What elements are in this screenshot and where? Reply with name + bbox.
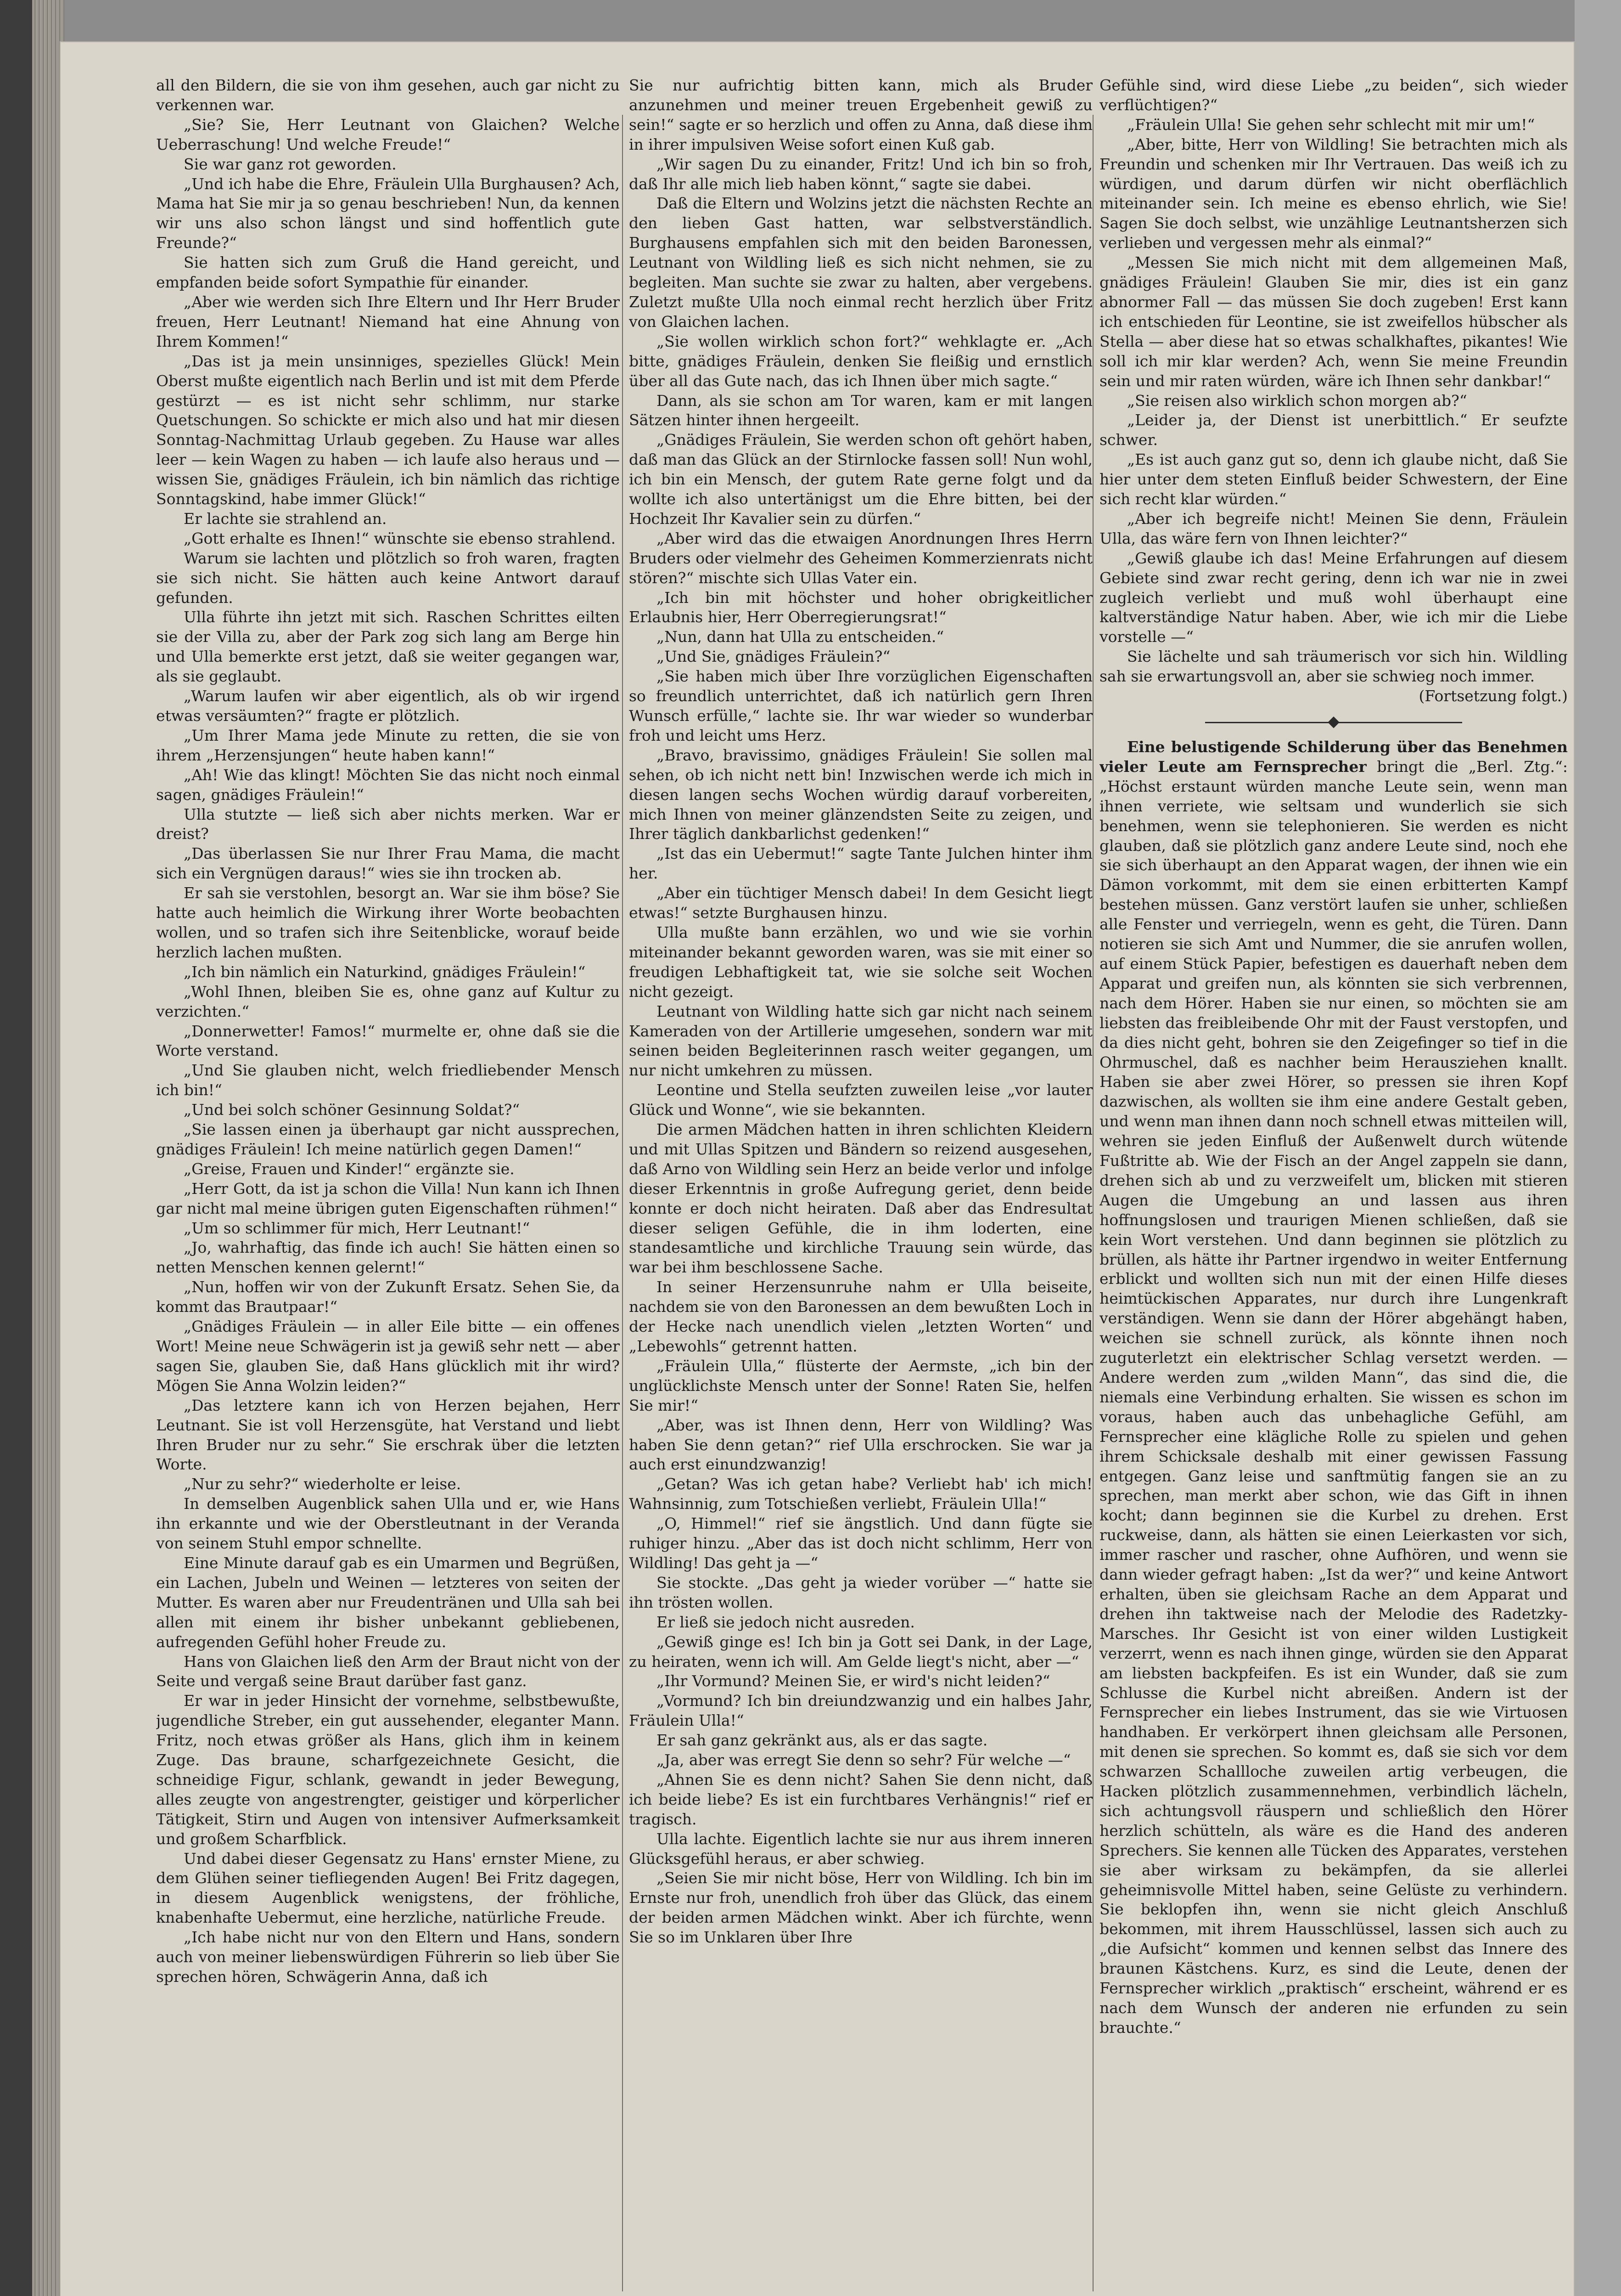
paragraph: „Gnädiges Fräulein, Sie werden schon oft gehört haben, daß man das Glück an der Stirnlocke fassen soll! Nun wohl, ich bin ein Mensch, der gutem Rate gerne folgt und da wollte ich also untertänigst um die Ehre bitten, bei der Hochzeit Ihr Kavalier sein zu dürfen.“ xyxy=(629,431,1093,528)
paragraph: „Nun, dann hat Ulla zu entscheiden.“ xyxy=(656,628,944,646)
paragraph: „Aber wie werden sich Ihre Eltern und Ihr Herr Bruder freuen, Herr Leutnant! Niemand hat eine Ahnung von Ihrem Kommen!“ xyxy=(156,293,620,350)
paragraph: „Ah! Wie das klingt! Möchten Sie das nicht noch einmal sagen, gnädiges Fräulein!“ xyxy=(156,765,620,804)
paragraph: „Ich habe nicht nur von den Eltern und Hans, sondern auch von meiner liebenswürdigen Führerin so lieb über Sie sprechen hören, Schwägerin Anna, daß ich xyxy=(156,1928,620,1986)
paragraph: „Messen Sie mich nicht mit dem allgemeinen Maß, gnädiges Fräulein! Glauben Sie mir, dies ist ein ganz abnormer Fall — das müssen Sie doch zugeben! Erst kann ich entschieden für Leontine, sie ist zweifellos hübscher als Stella — aber diese hat so etwas schalkhaftes, pikantes! Wie soll ich mir klar werden? Ach, wenn Sie meine Freundin sein und mir raten würden, wäre ich Ihnen sehr dankbar!“ xyxy=(1099,253,1568,390)
paragraph: „Greise, Frauen und Kinder!“ ergänzte sie. xyxy=(184,1159,515,1178)
article-lead: bringt die „Berl. Ztg.“: „Höchst erstaunt würden manche Leute sein, wenn man ihnen verriete, wie seltsam und wunderlich sie sich benehmen, wenn sie telephonieren. Sie werden es nicht glauben, daß sie plötzlich ganz andere Leute sind, noch ehe sie sich überhaupt an den Apparat wagen, der ihnen wie ein Dämon vorkommt, mit dem sie einen erbitterten Kampf bestehen müssen. Ganz verstört laufen sie unher, schließen alle Fenster und verriegeln, wenn es geht, die Türen. Dann notieren sie sich Amt und Nummer, die sie anrufen wollen, auf einem Stück Papier, befestigen es dauerhaft neben dem Apparat und greifen nun, als könnten sie sich verbrennen, nach dem Hörer. Haben sie nur einen, so möchten sie am liebsten das freibleibende Ohr mit der Faust verstopfen, und da dies nicht geht, bohren sie den Zeigefinger so tief in die Ohrmuschel, daß es nachher beim Herausziehen knallt. Haben sie aber zwei Hörer, so pressen sie ihren Kopf dazwischen, als wollten sie ihm eine andere Gestalt geben, und wenn man ihnen dann noch schnell etwas mitteilen will, wehren sie jeden Einfluß der Außenwelt durch wütende Fußtritte ab. Wie der Fisch an der Angel zappeln sie dann, drehen sich ab und zu verzweifelt um, blicken mit stieren Augen die Umgebung an und lassen aus ihren hoffnungslosen und traurigen Mienen schließen, daß sie kein Wort verstehen. Und dann beginnen sie plötzlich zu brüllen, als hätte ihr Partner irgendwo in weiter Entfernung erblickt und wollten sich nun mit der einen Hilfe dieses heimtückischen Apparates, nur durch ihre Lungenkraft verständigen. Wenn sie dann der Hörer abgehängt haben, weichen sie schnell zurück, als könnte ihnen noch zuguterletzt ein elektrischer Schlag versetzt werden. — Andere werden zum „wilden Mann“, das sind die, die niemals eine Verbindung erhalten. Sie wissen es schon im voraus, haben auch das unbehagliche Gefühl, am Fernsprecher eine klägliche Rolle zu spielen und gehen ihrem Schicksale deshalb mit einer gewissen Fassung entgegen. Ganz leise und sanftmütig fangen sie an zu sprechen, man merkt aber schon, wie das Gift in ihnen kocht; dann beginnen sie die Kurbel zu drehen. Erst ruckweise, dann, als hätten sie einen Leierkasten vor sich, immer rascher und rascher, ohne Aufhören, und wenn sie dann wieder gefragt haben: „Ist da wer?“ und keine Antwort erhalten, üben sie gleichsam Rache an dem Apparat und drehen ihn taktweise nach der Melodie des Radetzky-Marsches. Ihr Gesicht ist von einer wilden Lustigkeit verzerrt, wenn es nach ihnen ginge, würden sie den Apparat am liebsten backpfeifen. Es ist ein Wunder, daß sie zum Schlusse die Kurbel nicht abreißen. Andern ist der Fernsprecher ein liebes Instrument, das sie wie Virtuosen handhaben. Er verkörpert ihnen gleichsam alle Personen, mit denen sie sprechen. So kommt es, daß sie sich vor dem schwarzen Schallloche zuweilen artig verbeugen, die Hacken plötzlich zusammennehmen, verbindlich lächeln, sich achtungsvoll räuspern und schließlich den Hörer herzlich schütteln, als wäre es die Hand des anderen Sprechers. Sie kennen alle Tücken des Apparates, verstehen sie aber wirksam zu bekämpfen, da sie allerlei geheimnisvolle Mittel haben, seine Gelüste zu verhindern. Sie beklopfen ihn, wenn sie nicht gleich Anschluß bekommen, mit ihrem Hausschlüssel, lassen sich auch zu „die Aufsicht“ kommen und kennen selbst das Innere des braunen Kästchens. Kurz, es sind die Leute, denen der Fernsprecher wirklich „praktisch“ erscheint, während er es nach dem Wunsch der anderen nie erfunden zu sein brauchte.“ xyxy=(1099,757,1568,2037)
paragraph: „Gewiß ginge es! Ich bin ja Gott sei Dank, in der Lage, zu heiraten, wenn ich will. Am Gelde liegt's nicht, aber —“ xyxy=(629,1632,1093,1671)
paragraph: „Sie reisen also wirklich schon morgen ab?“ xyxy=(1127,391,1467,410)
paragraph: „Sie? Sie, Herr Leutnant von Glaichen? Welche Ueberraschung! Und welche Freude!“ xyxy=(156,115,620,153)
paragraph: „Sie lassen einen ja überhaupt gar nicht aussprechen, gnädiges Fräulein! Ich meine natürlich gegen Damen!“ xyxy=(156,1120,620,1158)
paragraph: In seiner Herzensunruhe nahm er Ulla beiseite, nachdem sie von den Baronessen an dem bewußten Loch in der Hecke nach unendlich vielen „letzten Worten“ und „Lebewohls“ getrennt hatten. xyxy=(629,1278,1093,1355)
article-headline: Eine belustigende Schilderung über das Benehmen vieler Leute am Fernsprecher xyxy=(1099,738,1568,776)
paragraph: „Getan? Was ich getan habe? Verliebt hab' ich mich! Wahnsinnig, zum Totschießen verliebt, Fräulein Ulla!“ xyxy=(629,1475,1093,1513)
paragraph: Er lachte sie strahlend an. xyxy=(184,509,387,528)
paragraph: Leontine und Stella seufzten zuweilen leise „vor lauter Glück und Wonne“, wie sie bekannten. xyxy=(629,1081,1093,1119)
paragraph: „Gewiß glaube ich das! Meine Erfahrungen auf diesem Gebiete sind zwar recht gering, denn ich war nie in zwei zugleich verliebt und muß wohl überhaupt eine kaltverständige Natur haben. Aber, wie ich mir die Liebe vorstelle —“ xyxy=(1099,549,1568,646)
paragraph: „O, Himmel!“ rief sie ängstlich. Und dann fügte sie ruhiger hinzu. „Aber das ist doch nicht schlimm, Herr von Wildling! Das geht ja —“ xyxy=(629,1514,1093,1572)
paragraph: „Aber wird das die etwaigen Anordnungen Ihres Herrn Bruders oder vielmehr des Geheimen Kommerzienrats nicht stören?“ mischte sich Ullas Vater ein. xyxy=(629,529,1093,587)
paragraph: „Um so schlimmer für mich, Herr Leutnant!“ xyxy=(184,1219,530,1237)
paragraph: Warum sie lachten und plötzlich so froh waren, fragten sie sich nicht. Sie hätten auch keine Antwort darauf gefunden. xyxy=(156,549,620,607)
paragraph: „Ich bin nämlich ein Naturkind, gnädiges Fräulein!“ xyxy=(184,962,586,981)
paragraph: „Und Sie, gnädiges Fräulein?“ xyxy=(656,647,891,666)
paragraph: Leutnant von Wildling hatte sich gar nicht nach seinem Kameraden von der Artillerie umgesehen, sondern war mit seinen beiden Begleiterinnen rasch weiter gegangen, um nur nicht umkehren zu müssen. xyxy=(629,1002,1093,1080)
paragraph: „Aber, was ist Ihnen denn, Herr von Wildling? Was haben Sie denn getan?“ rief Ulla erschrocken. Sie war ja auch erst einundzwanzig! xyxy=(629,1416,1093,1474)
paragraph: Er sah sie verstohlen, besorgt an. War sie ihm böse? Sie hatte auch heimlich die Wirkung ihrer Worte beobachten wollen, und so trafen sich ihre Seitenblicke, worauf beide herzlich lachen mußten. xyxy=(156,884,620,961)
paragraph: „Ist das ein Uebermut!“ sagte Tante Julchen hinter ihm her. xyxy=(629,844,1093,883)
paragraph: „Sie wollen wirklich schon fort?“ wehklagte er. „Ach bitte, gnädiges Fräulein, denken Sie fleißig und ernstlich über all das Gute nach, das ich Ihnen über mich sagte.“ xyxy=(629,332,1093,390)
paragraph: „Donnerwetter! Famos!“ murmelte er, ohne daß sie die Worte verstand. xyxy=(156,1022,620,1060)
column-rule-2 xyxy=(1093,115,1094,2291)
paragraph: „Leider ja, der Dienst ist unerbittlich.“ Er seufzte schwer. xyxy=(1099,411,1568,449)
paragraph: Daß die Eltern und Wolzins jetzt die nächsten Rechte an den lieben Gast hatten, war selbstverständlich. Burghausens empfahlen sich mit den beiden Baronessen, Leutnant von Wildling ließ es sich nicht nehmen, sie zu begleiten. Man suchte sie zwar zu halten, aber vergebens. Zuletzt mußte Ulla noch einmal recht herzlich über Fritz von Glaichen lachen. xyxy=(629,194,1093,331)
paragraph: „Gott erhalte es Ihnen!“ wünschte sie ebenso strahlend. xyxy=(184,529,616,547)
paragraph: „Bravo, bravissimo, gnädiges Fräulein! Sie sollen mal sehen, ob ich nicht nett bin! Inzwischen werde ich mich in diesen langen sechs Wochen würdig darauf vorbereiten, mich Ihnen von meiner glänzendsten Seite zu zeigen, und Ihrer täglich dankbarlichst gedenken!“ xyxy=(629,746,1093,843)
paragraph: Dann, als sie schon am Tor waren, kam er mit langen Sätzen hinter ihnen hergeeilt. xyxy=(629,391,1093,429)
paragraph: Hans von Glaichen ließ den Arm der Braut nicht von der Seite und vergaß seine Braut darüber fast ganz. xyxy=(156,1652,620,1690)
paragraph: „Warum laufen wir aber eigentlich, als ob wir irgend etwas versäumten?“ fragte er plötzlich. xyxy=(156,687,620,725)
paragraph: Sie stockte. „Das geht ja wieder vorüber —“ hatte sie ihn trösten wollen. xyxy=(629,1573,1093,1611)
paragraph: „Sie haben mich über Ihre vorzüglichen Eigenschaften so freundlich unterrichtet, daß ich natürlich gern Ihren Wunsch erfülle,“ lachte sie. Ihr war wieder so wunderbar froh und leicht ums Herz. xyxy=(629,667,1093,744)
column-1 xyxy=(156,76,620,2252)
paragraph: Er sah ganz gekränkt aus, als er das sagte. xyxy=(656,1731,988,1750)
paragraph: Ulla stutzte — ließ sich aber nichts merken. War er dreist? xyxy=(156,805,620,843)
continuation-note: (Fortsetzung folgt.) xyxy=(1419,687,1568,705)
paragraph: Ulla lachte. Eigentlich lachte sie nur aus ihrem inneren Glücksgefühl heraus, er aber schwieg. xyxy=(629,1829,1093,1868)
paragraph: „Fräulein Ulla,“ flüsterte der Aermste, „ich bin der unglücklichste Mensch unter der Sonne! Raten Sie, helfen Sie mir!“ xyxy=(629,1356,1093,1414)
paragraph: „Aber, bitte, Herr von Wildling! Sie betrachten mich als Freundin und schenken mir Ihr Vertrauen. Das weiß ich zu würdigen, und darum dürfen wir nicht oberflächlich miteinander sein. Ich meine es ebenso ehrlich, wie Sie! Sagen Sie doch selbst, wie unzählige Leutnantsherzen sich verlieben und vergessen mehr als einmal?“ xyxy=(1099,135,1568,252)
paragraph: Die armen Mädchen hatten in ihren schlichten Kleidern und mit Ullas Spitzen und Bändern so reizend ausgesehen, daß Arno von Wildling sein Herz an beide verlor und infolge dieser Erkenntnis in große Aufregung geriet, denn beide konnte er doch nicht heiraten. Daß aber das Endresultat dieser seligen Gefühle, die in ihm loderten, eine standesamtliche und kirchliche Trauung sein würde, das war bei ihm beschlossene Sache. xyxy=(629,1120,1093,1277)
paragraph: Sie nur aufrichtig bitten kann, mich als Bruder anzunehmen und meiner treuen Ergebenheit gewiß zu sein!“ sagte er so herzlich und offen zu Anna, daß diese ihm in ihrer impulsiven Weise sofort einen Kuß gab. xyxy=(629,76,1093,153)
paragraph: „Ahnen Sie es denn nicht? Sahen Sie denn nicht, daß ich beide liebe? Es ist ein furchtbares Verhängnis!“ rief er tragisch. xyxy=(629,1770,1093,1828)
scan-margin xyxy=(1575,0,1621,2296)
paragraph: „Um Ihrer Mama jede Minute zu retten, die sie von ihrem „Herzensjungen“ heute haben kann!“ xyxy=(156,726,620,764)
paragraph: Ulla führte ihn jetzt mit sich. Raschen Schrittes eilten sie der Villa zu, aber der Park zog sich lang am Berge hin und Ulla bemerkte erst jetzt, daß sie weiter gegangen war, als sie geglaubt. xyxy=(156,608,620,686)
paragraph: „Seien Sie mir nicht böse, Herr von Wildling. Ich bin im Ernste nur froh, unendlich froh über das Glück, das einem der beiden armen Mädchen winkt. Aber ich fürchte, wenn Sie so im Unklaren über Ihre xyxy=(629,1869,1093,1947)
paragraph: „Das überlassen Sie nur Ihrer Frau Mama, die macht sich ein Vergnügen daraus!“ wies sie ihn trocken ab. xyxy=(156,844,620,883)
paragraph: „Ja, aber was erregt Sie denn so sehr? Für welche —“ xyxy=(656,1751,1071,1769)
paragraph: Ulla mußte bann erzählen, wo und wie sie vorhin miteinander bekannt geworden waren, was sie mit einer so freudigen Lebhaftigkeit tat, wie sie solche seit Wochen nicht gezeigt. xyxy=(629,923,1093,1001)
section-divider xyxy=(1205,718,1462,726)
paragraph: „Aber ein tüchtiger Mensch dabei! In dem Gesicht liegt etwas!“ setzte Burghausen hinzu. xyxy=(629,884,1093,922)
paragraph: Gefühle sind, wird diese Liebe „zu beiden“, sich wieder verflüchtigen?“ xyxy=(1099,76,1568,114)
paragraph: „Herr Gott, da ist ja schon die Villa! Nun kann ich Ihnen gar nicht mal meine übrigen guten Eigenschaften rühmen!“ xyxy=(156,1179,620,1217)
article-body xyxy=(1099,737,1568,2038)
paragraph: „Wohl Ihnen, bleiben Sie es, ohne ganz auf Kultur zu verzichten.“ xyxy=(156,982,620,1020)
paragraph: Eine Minute darauf gab es ein Umarmen und Begrüßen, ein Lachen, Jubeln und Weinen — letzteres von seiten der Mutter. Es waren aber nur Freudentränen und Ulla sah bei allen mit einem ihr bisher unbekannt gebliebenen, aufregenden Gefühl hoher Freude zu. xyxy=(156,1553,620,1651)
paragraph: „Aber ich begreife nicht! Meinen Sie denn, Fräulein Ulla, das wäre fern von Ihnen leichter?“ xyxy=(1099,509,1568,547)
column-2 xyxy=(629,76,1093,2252)
paragraph: „Wir sagen Du zu einander, Fritz! Und ich bin so froh, daß Ihr alle mich lieb haben könnt,“ sagte sie dabei. xyxy=(629,155,1093,193)
paragraph: „Nur zu sehr?“ wiederholte er leise. xyxy=(184,1475,461,1493)
paragraph: Sie hatten sich zum Gruß die Hand gereicht, und empfanden beide sofort Sympathie für einander. xyxy=(156,253,620,292)
paragraph: „Und ich habe die Ehre, Fräulein Ulla Burghausen? Ach, Mama hat Sie mir ja so genau beschrieben! Nun, da kennen wir uns also schon längst und sind hoffentlich gute Freunde?“ xyxy=(156,174,620,252)
paragraph: Er war in jeder Hinsicht der vornehme, selbstbewußte, jugendliche Streber, ein gut aussehender, eleganter Mann. Fritz, noch etwas größer als Hans, glich ihm in keinem Zuge. Das braune, scharfgezeichnete Gesicht, die schneidige Figur, schlank, gewandt in jeder Bewegung, alles zeugte von angestrengter, geistiger und körperlicher Tätigkeit, Stirn und Augen von intensiver Aufmerksamkeit und großem Scharfblick. xyxy=(156,1692,620,1848)
book-binding-shadow xyxy=(0,0,32,2296)
paragraph: „Ich bin mit höchster und hoher obrigkeitlicher Erlaubnis hier, Herr Oberregierungsrat!“ xyxy=(629,588,1093,626)
paragraph: „Nun, hoffen wir von der Zukunft Ersatz. Sehen Sie, da kommt das Brautpaar!“ xyxy=(156,1278,620,1316)
paragraph: Sie war ganz rot geworden. xyxy=(184,155,397,173)
paragraph: „Und bei solch schöner Gesinnung Soldat?“ xyxy=(184,1101,520,1119)
paragraph: „Fräulein Ulla! Sie gehen sehr schlecht mit mir um!“ xyxy=(1127,115,1535,134)
paragraph: „Vormund? Ich bin dreiundzwanzig und ein halbes Jahr, Fräulein Ulla!“ xyxy=(629,1692,1093,1730)
paragraph: „Jo, wahrhaftig, das finde ich auch! Sie hätten einen so netten Menschen kennen gelernt!“ xyxy=(156,1238,620,1277)
paragraph: „Das letztere kann ich von Herzen bejahen, Herr Leutnant. Sie ist voll Herzensgüte, hat Verstand und liebt Ihren Bruder nur zu sehr.“ Sie erschrak über die letzten Worte. xyxy=(156,1396,620,1474)
divider-ornament xyxy=(1328,716,1339,728)
paragraph: In demselben Augenblick sahen Ulla und er, wie Hans ihn erkannte und wie der Oberstleutnant in der Veranda von seinem Stuhl empor schnellte. xyxy=(156,1495,620,1553)
paragraph: „Es ist auch ganz gut so, denn ich glaube nicht, daß Sie hier unter dem steten Einfluß beider Schwestern, der Eine sich recht klar würden.“ xyxy=(1099,450,1568,508)
column-rule-1 xyxy=(622,115,623,2291)
paragraph: Er ließ sie jedoch nicht ausreden. xyxy=(656,1613,915,1631)
paragraph: „Gnädiges Fräulein — in aller Eile bitte — ein offenes Wort! Meine neue Schwägerin ist ja gewiß sehr nett — aber sagen Sie, glauben Sie, daß Hans glücklich mit ihr wird? Mögen Sie Anna Wolzin leiden?“ xyxy=(156,1317,620,1395)
paragraph: Sie lächelte und sah träumerisch vor sich hin. Wildling sah sie erwartungsvoll an, aber sie schwieg noch immer. xyxy=(1099,647,1568,686)
paragraph: Und dabei dieser Gegensatz zu Hans' ernster Miene, zu dem Glühen seiner tiefliegenden Augen! Bei Fritz dagegen, in diesem Augenblick wenigstens, der fröhliche, knabenhafte Uebermut, eine herzliche, natürliche Freude. xyxy=(156,1849,620,1927)
paragraph: all den Bildern, die sie von ihm gesehen, auch gar nicht zu verkennen war. xyxy=(156,76,620,114)
paragraph: „Ihr Vormund? Meinen Sie, er wird's nicht leiden?“ xyxy=(656,1672,1050,1690)
paragraph: „Das ist ja mein unsinniges, spezielles Glück! Mein Oberst mußte eigentlich nach Berlin und ist mit dem Pferde gestürzt — es ist nicht sehr schlimm, nur starke Quetschungen. So schickte er mich also und hat mir diesen Sonntag-Nachmittag Urlaub gegeben. Zu Hause war alles leer — kein Wagen zu haben — ich laufe also heraus und — wissen Sie, gnädiges Fräulein, ich bin nämlich das richtige Sonntagskind, habe immer Glück!“ xyxy=(156,352,620,508)
paragraph: „Und Sie glauben nicht, welch friedliebender Mensch ich bin!“ xyxy=(156,1061,620,1099)
column-3 xyxy=(1099,76,1568,2252)
